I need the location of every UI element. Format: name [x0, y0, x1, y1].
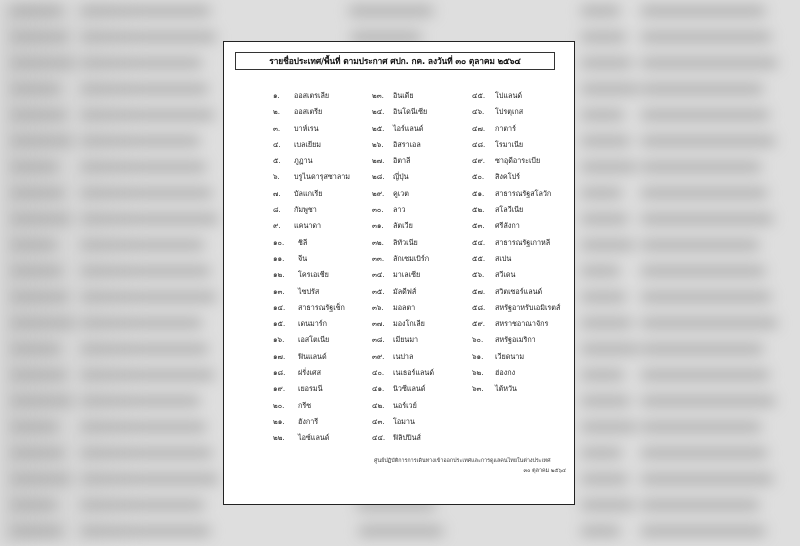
- background-row: [80, 188, 213, 198]
- country-name: เวียดนาม: [495, 351, 525, 361]
- country-name: ออสเตรีย: [294, 107, 323, 117]
- document-page: [223, 41, 575, 505]
- background-row: [10, 58, 76, 68]
- country-name: สโลวีเนีย: [495, 205, 524, 215]
- background-row: [580, 188, 623, 198]
- country-name: ฮังการี: [298, 416, 319, 426]
- item-number: ๓๑.: [372, 221, 384, 231]
- background-row: [640, 422, 762, 432]
- item-number: ๒๗.: [372, 156, 385, 166]
- item-number: ๓๐.: [372, 205, 384, 215]
- background-row: [10, 474, 72, 484]
- country-name: ไต้หวัน: [495, 384, 517, 394]
- item-number: ๑๗.: [273, 351, 286, 361]
- background-row: [80, 292, 217, 302]
- item-number: ๑๙.: [273, 384, 286, 394]
- country-name: สวิตเซอร์แลนด์: [495, 286, 543, 296]
- item-number: ๘.: [273, 205, 281, 215]
- item-number: ๖๐.: [472, 335, 484, 345]
- background-row: [10, 292, 70, 302]
- item-number: ๔๕.: [472, 91, 486, 100]
- background-row: [640, 318, 778, 328]
- background-row: [10, 162, 60, 172]
- item-number: ๖๑.: [472, 351, 484, 361]
- document-title: รายชื่อประเทศ/พื้นที่ ตามประกาศ ศปก. กค. ลงวันที่ ๓๐ ตุลาคม ๒๕๖๔: [235, 52, 555, 70]
- background-row: [80, 84, 209, 94]
- item-number: ๕๘.: [472, 302, 486, 312]
- country-name: แคนาดา: [294, 221, 322, 231]
- background-row: [10, 136, 74, 146]
- country-name: เอสโตเนีย: [298, 335, 330, 345]
- item-number: ๕๔.: [472, 237, 486, 247]
- item-number: ๙.: [273, 221, 281, 231]
- item-number: ๒๐.: [273, 400, 285, 410]
- country-name: สาธารณรัฐเกาหลี: [495, 237, 551, 247]
- item-number: ๒๙.: [372, 188, 385, 198]
- item-number: ๓๗.: [372, 319, 385, 329]
- item-number: ๒๑.: [273, 416, 285, 426]
- background-row: [580, 110, 625, 120]
- background-row: [580, 240, 635, 250]
- country-name: มาเลเซีย: [393, 270, 421, 280]
- background-row: [640, 448, 768, 458]
- item-number: ๑๓.: [273, 286, 285, 296]
- item-number: ๔๐.: [372, 368, 385, 378]
- item-number: ๔๙.: [472, 156, 485, 166]
- country-name: ศรีลังกา: [495, 221, 520, 231]
- item-number: ๑๐.: [273, 237, 285, 247]
- background-row: [580, 32, 627, 42]
- country-name: เนเธอร์แลนด์: [393, 368, 435, 378]
- background-row: [10, 266, 64, 276]
- country-name: สาธารณรัฐเช็ก: [298, 302, 345, 312]
- country-name: โปแลนด์: [495, 91, 523, 100]
- item-number: ๗.: [273, 188, 281, 198]
- background-row: [80, 162, 207, 172]
- background-row: [640, 370, 770, 380]
- country-name: เมียนมา: [393, 335, 419, 345]
- background-row: [580, 214, 629, 224]
- country-name: อิตาลี: [393, 156, 411, 166]
- background-row: [640, 162, 762, 172]
- background-row: [640, 6, 766, 16]
- background-row: [640, 240, 760, 250]
- background-row: [10, 396, 74, 406]
- item-number: ๑.: [273, 91, 280, 100]
- background-row: [10, 370, 68, 380]
- item-number: ๓๙.: [372, 351, 385, 361]
- background-row: [640, 292, 772, 302]
- item-number: ๒.: [273, 107, 281, 117]
- item-number: ๓.: [273, 123, 281, 133]
- country-name: บัลแกเรีย: [294, 188, 323, 198]
- background-row: [80, 58, 203, 68]
- background-row: [580, 136, 631, 146]
- background-row: [580, 266, 621, 276]
- background-row: [640, 396, 776, 406]
- country-name: ชิลี: [298, 237, 308, 247]
- item-number: ๑๘.: [273, 368, 286, 378]
- country-name: ซาอุดีอาระเบีย: [495, 156, 541, 166]
- background-row: [580, 84, 639, 94]
- item-number: ๑๔.: [273, 302, 286, 312]
- background-row: [10, 448, 66, 458]
- country-name: ฮ่องกง: [495, 368, 516, 378]
- country-name: นอร์เวย์: [393, 400, 417, 410]
- item-number: ๔.: [273, 139, 281, 149]
- country-name: เบลเยียม: [294, 139, 322, 149]
- item-number: ๓๒.: [372, 237, 384, 247]
- item-number: ๕๐.: [472, 172, 485, 182]
- item-number: ๒๓.: [372, 91, 384, 100]
- background-row: [580, 396, 631, 406]
- footer-issuer: ศูนย์ปฏิบัติการการเดินทางเข้าออกประเทศและการดูแลคนไทยในต่างประเทศ: [374, 458, 551, 464]
- country-name: กาตาร์: [495, 123, 516, 133]
- item-number: ๒๘.: [372, 172, 385, 182]
- background-row: [580, 6, 621, 16]
- country-name: จีน: [298, 253, 308, 263]
- background-row: [640, 32, 772, 42]
- country-name: สหราชอาณาจักร: [495, 319, 549, 329]
- country-name: เนปาล: [393, 351, 414, 361]
- country-name: กรีซ: [298, 400, 312, 410]
- item-number: ๔๖.: [472, 107, 485, 117]
- background-row: [80, 474, 219, 484]
- country-name: ฟินแลนด์: [298, 351, 327, 361]
- country-name: สวีเดน: [495, 270, 516, 280]
- background-row: [640, 474, 774, 484]
- background-row: [348, 6, 434, 16]
- country-name: สเปน: [495, 253, 512, 263]
- document-footer: [374, 456, 596, 476]
- country-name: อินโดนีเซีย: [393, 107, 428, 117]
- country-name: ไอซ์แลนด์: [298, 433, 330, 443]
- country-name: สหรัฐอาหรับเอมิเรตส์: [495, 302, 561, 312]
- country-name: คูเวต: [393, 188, 409, 198]
- background-row: [80, 422, 207, 432]
- background-row: [640, 214, 774, 224]
- item-number: ๔๑.: [372, 384, 385, 394]
- background-row: [80, 370, 215, 380]
- country-name: อิสราเอล: [393, 139, 421, 149]
- background-row: [10, 500, 58, 510]
- country-name: ลักเซมเบิร์ก: [393, 253, 430, 263]
- item-number: ๓๕.: [372, 286, 385, 296]
- background-row: [640, 344, 764, 354]
- background-row: [80, 6, 211, 16]
- country-name: ญี่ปุ่น: [393, 172, 409, 182]
- background-row: [80, 500, 205, 510]
- item-number: ๒๕.: [372, 123, 385, 133]
- country-name: โปรตุเกส: [495, 107, 524, 117]
- background-row: [80, 526, 211, 536]
- country-name: ภูฏาน: [294, 156, 313, 166]
- background-row: [358, 526, 444, 536]
- item-number: ๕๕.: [472, 253, 486, 263]
- item-number: ๔๒.: [372, 400, 385, 410]
- background-row: [10, 318, 76, 328]
- background-row: [10, 32, 70, 42]
- item-number: ๔๔.: [372, 433, 386, 443]
- item-number: ๒๔.: [372, 107, 385, 117]
- country-name: เดนมาร์ก: [298, 319, 328, 329]
- background-row: [80, 110, 215, 120]
- item-number: ๕๓.: [472, 221, 485, 231]
- background-row: [10, 84, 62, 94]
- country-name: อินเดีย: [393, 91, 414, 100]
- background-row: [640, 526, 766, 536]
- background-row: [10, 526, 64, 536]
- country-name: โรมาเนีย: [495, 139, 524, 149]
- country-name: ลาว: [393, 205, 406, 215]
- item-number: ๑๖.: [273, 335, 285, 345]
- background-row: [80, 448, 213, 458]
- background-row: [640, 136, 776, 146]
- item-number: ๒๖.: [372, 139, 384, 149]
- background-row: [580, 500, 635, 510]
- item-number: ๑๒.: [273, 270, 285, 280]
- background-row: [640, 58, 778, 68]
- country-name: ไอร์แลนด์: [393, 123, 424, 133]
- country-name: บาห์เรน: [294, 123, 319, 133]
- country-name: สหรัฐอเมริกา: [495, 335, 536, 345]
- background-row: [580, 422, 637, 432]
- item-number: ๖๓.: [472, 384, 484, 394]
- country-name: กัมพูชา: [294, 205, 317, 215]
- item-number: ๓๔.: [372, 270, 385, 280]
- country-name: มองโกเลีย: [393, 319, 425, 329]
- background-row: [10, 344, 62, 354]
- item-number: ๕๑.: [472, 188, 485, 198]
- country-name: มอลตา: [393, 302, 416, 312]
- item-number: ๓๘.: [372, 335, 385, 345]
- background-row: [80, 344, 209, 354]
- background-row: [10, 240, 58, 250]
- country-name: ไซปรัส: [298, 286, 320, 296]
- background-row: [80, 214, 219, 224]
- item-number: ๕๙.: [472, 319, 485, 329]
- country-name: บรูไนดารุสซาลาม: [294, 172, 350, 182]
- background-row: [640, 84, 764, 94]
- background-row: [580, 370, 625, 380]
- item-number: ๕๖.: [472, 270, 485, 280]
- background-row: [80, 396, 201, 406]
- background-row: [10, 214, 72, 224]
- background-row: [580, 526, 621, 536]
- item-number: ๓๖.: [372, 302, 384, 312]
- background-row: [580, 318, 633, 328]
- item-number: ๕๗.: [472, 286, 486, 296]
- item-number: ๓๓.: [372, 253, 385, 263]
- background-row: [80, 32, 217, 42]
- item-number: ๔๓.: [372, 416, 385, 426]
- country-name: ออสเตรเลีย: [294, 91, 330, 100]
- country-name: สิงคโปร์: [495, 172, 520, 182]
- background-row: [640, 266, 766, 276]
- country-name: ฝรั่งเศส: [298, 368, 321, 378]
- background-row: [10, 188, 66, 198]
- country-name: เยอรมนี: [298, 384, 323, 394]
- background-row: [640, 110, 770, 120]
- item-number: ๑๑.: [273, 253, 285, 263]
- background-row: [10, 110, 68, 120]
- background-row: [580, 162, 637, 172]
- country-name: โอมาน: [393, 416, 415, 426]
- item-number: ๕๒.: [472, 205, 485, 215]
- item-number: ๒๒.: [273, 433, 285, 443]
- country-name: โครเอเชีย: [298, 270, 329, 280]
- item-number: ๕.: [273, 156, 281, 166]
- background-row: [580, 292, 627, 302]
- item-number: ๔๗.: [472, 123, 486, 133]
- footer-date: ๓๐ ตุลาคม ๒๕๖๔: [523, 468, 566, 474]
- country-name: ฟิลิปปินส์: [393, 433, 421, 443]
- item-number: ๖.: [273, 172, 280, 182]
- background-row: [640, 500, 760, 510]
- item-number: ๖๒.: [472, 368, 484, 378]
- background-row: [80, 240, 205, 250]
- background-row: [580, 344, 639, 354]
- country-name: สาธารณรัฐสโลวัก: [495, 188, 552, 198]
- background-row: [80, 318, 203, 328]
- background-row: [10, 6, 64, 16]
- item-number: ๑๕.: [273, 319, 286, 329]
- country-name: นิวซีแลนด์: [393, 384, 426, 394]
- background-row: [10, 422, 60, 432]
- background-row: [80, 266, 211, 276]
- background-row: [640, 188, 768, 198]
- country-name: ลัตเวีย: [393, 221, 413, 231]
- item-number: ๔๘.: [472, 139, 486, 149]
- country-name: มัลดีฟส์: [393, 286, 417, 296]
- country-name: ลิทัวเนีย: [393, 237, 418, 247]
- background-row: [80, 136, 201, 146]
- background-row: [580, 58, 633, 68]
